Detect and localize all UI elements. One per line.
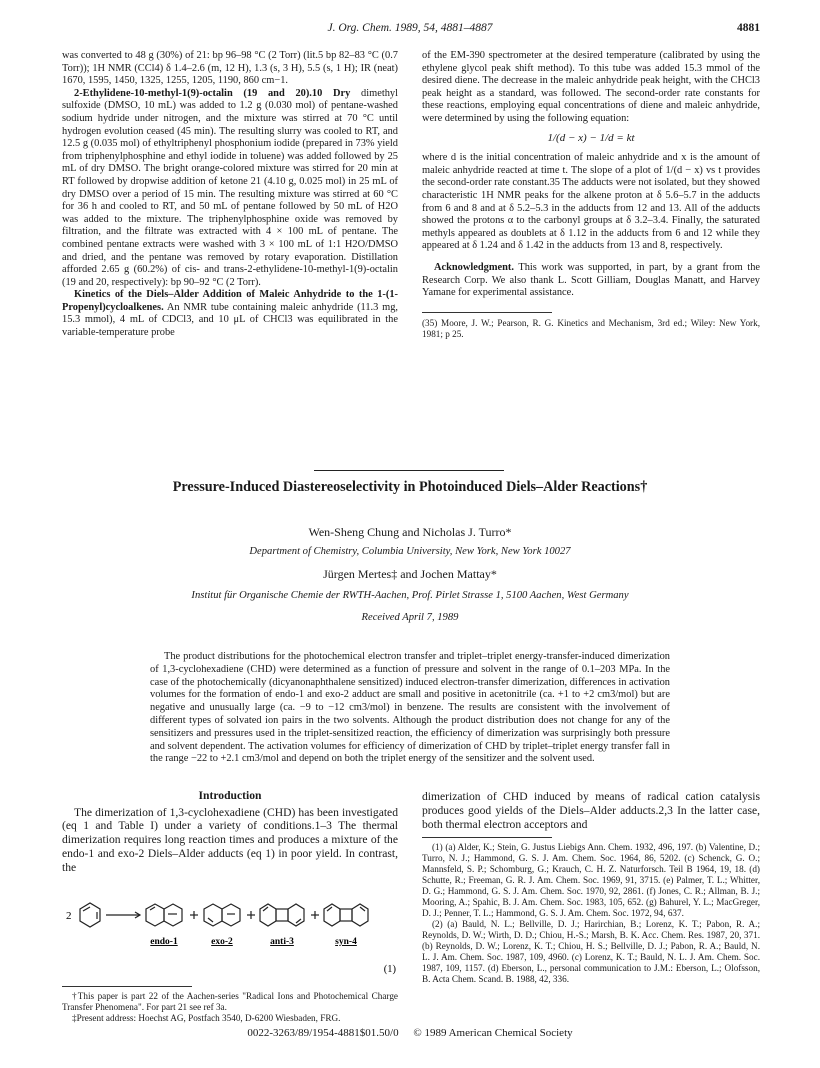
affiliation-2: Institut für Organische Chemie der RWTH-Aachen, Prof. Pirlet Strasse 1, 5100 Aachen, West Germany [191,590,629,601]
reaction-scheme [62,892,397,980]
abstract: The product distributions for the photochemical electron transfer and triplet–triplet energy-transfer-induced dimerization of 1,3-cyclohexadiene (CHD) were determined as a function of pressure and solvent in the range of 0.1–203 MPa. In the case of the photochemically (dicyanonaphthalene sensitized) induced electron-transfer dimerization, differences in activation volumes for the formation of endo-1 and exo-2 adduct are small and positive in acetonitrile (ca. +1 to +2 cm3/mol) but are negative and unusually large (ca. −9 to −12 cm3/mol) in benzene. The results are consistent with the involvement of different types of solvated ion pairs in the two solvents. Although the product distribution does not change for any of the sensitizers and pressures used in the triplet-sensitized reaction, the efficiency of dimerization was surprisingly both pressure and solvent dependent. The activation volumes for efficiency of dimerization of CHD by triplet–triplet energy transfer fall in the range −22 to +2.1 cm3/mol and depend on both the triplet energy of the sensitizer and the solvent used. [150,651,670,765]
prev-article-left-column [62,50,398,340]
label-anti-3: anti-3 [270,937,294,947]
footnote-rule [422,837,552,838]
footnote-rule [62,986,192,987]
label-endo-1: endo-1 [150,937,178,947]
equation-number: (1) [383,964,396,975]
authors-2: Jürgen Mertes‡ and Jochen Mattay* [323,567,497,581]
ack-text: This work was supported, in part, by a grant from the Research Corp. We also thank L. Scott Gilliam, Douglas Manatt, and Harvey Yamane for experimental assistance. [422,261,760,299]
acknowledgment [422,262,760,300]
reactant-coefficient: 2 [66,910,72,922]
intro-text-right [422,790,760,831]
cyclohexadiene-dimerization-icon [62,892,397,980]
footnote-dagger: †This paper is part 22 of the Aachen-series "Radical Ions and Photochemical Charge Transfer Phenomena". For part 21 see ref 3a. [62,991,398,1012]
authors-1: Wen-Sheng Chung and Nicholas J. Turro* [308,525,512,539]
page-footer [210,1027,610,1039]
section-heading: 2-Ethylidene-10-methyl-1(9)-octalin (19 and 20).10 Dry [74,87,351,99]
reference-2: (2) (a) Bauld, N. L.; Bellville, D. J.; Harirchian, B.; Lorenz, K. T.; Pabon, R. A.; Reynolds, D. W.; Wirth, D. D.; Chiou, H.-S.; Marsh, B. K. Acc. Chem. Res. 1987, 20, 371. (b) Reynolds, D. W.; Lorenz, K. T.; Chiou, H. S.; Bellville, D. J.; Pabon, R. A.; Bauld, N. L. J. Am. Chem. Soc. 1987, 109, 4960. (c) Lorenz, K. T.; Bauld, N. L. J. Am. Chem. Soc. 1987, 109, 1157. (d) Eberson, L., personal communication to J.M.: Eberson, L.; Olofsson, B. Acta Chem. Scand. B. 1988, 42, 336. [422,919,760,985]
affiliation-1: Department of Chemistry, Columbia University, New York, New York 10027 [249,546,571,557]
intro-left-column [62,790,398,875]
copyright: © 1989 American Chemical Society [413,1027,573,1039]
label-exo-2: exo-2 [211,937,233,947]
footnote-ddagger: ‡Present address: Hoechst AG, Postfach 3540, D-6200 Wiesbaden, FRG. [72,1013,341,1023]
paragraph-text: An NMR tube containing maleic anhydride (11.3 mg, 15.3 mmol), 4 mL of CDCl3, and 10 μL of CHCl3 was equilibrated in the variable-temperature probe [62,301,398,339]
received-date: Received April 7, 1989 [361,612,459,623]
paragraph [62,88,398,290]
paragraph [62,289,398,339]
paragraph: dimerization of CHD induced by means of radical cation catalysis produces good yields of the Diels–Alder adducts.2,3 In the latter case, both thermal electron acceptors and [422,790,760,831]
label-syn-4: syn-4 [335,937,357,947]
footnote-35: (35) Moore, J. W.; Pearson, R. G. Kinetics and Mechanism, 3rd ed.; Wiley: New York, 1981; p 25. [422,317,760,339]
ack-heading: Acknowledgment. [434,261,514,273]
running-header [60,22,760,38]
article-code: 0022-3263/89/1954-4881$01.50/0 [247,1027,399,1039]
title-footnotes [62,986,398,1024]
page-number: 4881 [737,22,760,34]
intro-right-column [422,790,760,985]
section-heading: Kinetics of the Diels–Alder Addition of Maleic Anhydride to the 1-(1-Propenyl)cycloalkenes. [62,289,398,313]
article-title: Pressure-Induced Diastereoselectivity in Photoinduced Diels–Alder Reactions† [172,479,648,495]
rate-equation: 1/(d − x) − 1/d = kt [547,131,635,144]
paragraph: The dimerization of 1,3-cyclohexadiene (CHD) has been investigated (eq 1 and Table I) under a variety of conditions.1–3 The thermal dimerization requires long reaction times and produces a mixture of the endo-1 and exo-2 Diels–Alder adducts (eq 1) in poor yield. In contrast, the [62,805,398,874]
paragraph: of the EM-390 spectrometer at the desired temperature (calibrated by using the ethylene glycol peak shift method). To this tube was added 15.3 mmol of the desired diene. The decrease in the maleic anhydride peak height, with the CHCl3 peak height as a standard, was followed. The second-order rate constants for these reactions, employing equal concentrations of diene and maleic anhydride, were determined by using the following equation: [422,50,760,124]
intro-heading: Introduction [198,789,262,802]
prev-article-right-column [422,50,760,340]
article-separator [314,470,504,471]
paragraph: where d is the initial concentration of maleic anhydride and x is the amount of maleic anhydride reacted at time t. The slope of a plot of 1/(d − x) vs t provides the second-order rate constant.35 The adducts were not isolated, but they showed characteristic 1H NMR peaks for the alkene proton at δ 5.6–5.7 in the adducts from 6 and 8 and at δ 5.2–5.3 in the adducts from 12 and 13. All of the adducts showed the protons α to the carbonyl groups at δ 3.2–3.4. Finally, the saturated methyls appeared as doublets at δ 1.12 in the adducts from 6 and 12 while they appeared at δ 1.24 and δ 1.42 in the adducts from 13 and 8, respectively. [422,152,760,252]
paragraph: was converted to 48 g (30%) of 21: bp 96–98 °C (2 Torr) (lit.5 bp 82–83 °C (0.7 Torr)); 1H NMR (CCl4) δ 1.4–2.6 (m, 12 H), 1.3 (s, 3 H), 5.5 (s, 1 H); IR (neat) 1670, 1595, 1450, 1325, 1255, 1205, 1190, 860 cm−1. [62,50,398,87]
footnote-rule [422,312,552,313]
reference-1: (1) (a) Alder, K.; Stein, G. Justus Liebigs Ann. Chem. 1932, 496, 197. (b) Valentine, D.; Turro, N. J.; Hammond, G. S. J. Am. Chem. Soc. 1964, 86, 5202. (c) Schenck, G. O.; Mannsfeld, S. P.; Schomburg, G.; Krauch, C. H. Z. Naturforsch. Teil B 1964, 19, 18. (d) Schutte, R.; Freeman, G. R. J. Am. Chem. Soc. 1969, 91, 3715. (e) Palmer, T. L.; Whitter, D. G.; Hammond, G. S. J. Am. Chem. Soc. 1970, 92, 2861. (f) Jones, C. R.; Allman, B. J.; Mooring, A.; Spahic, B. J. Am. Chem. Soc. 1983, 105, 652. (g) Bahurel, Y. L.; MacGreger, D. J.; Penner, T. L.; Hammond, G. S. J. Am. Chem. Soc. 1972, 94, 637. [422,842,760,919]
journal-citation: J. Org. Chem. 1989, 54, 4881–4887 [327,22,493,34]
paragraph-text: dimethyl sulfoxide (DMSO, 10 mL) was added to 1.2 g (0.030 mol) of pentane-washed sodium hydride under nitrogen, and the mixture was stirred at 70 °C until hydrogen evolution ceased (45 min). The resulting slurry was cooled to RT, and 12.5 g (0.035 mol) of ethyltriphenyl phosphonium iodide (prepared in 73% yield from triphenylphosphine and ethyl iodide in toluene) was added followed by 25 mL of dry DMSO. The bright orange-colored mixture was stirred for 20 min at RT followed by dropwise addition of ketone 21 (4.10 g, 0.025 mol) in 25 mL of dry DMSO over a period of 15 min. The resulting mixture was stirred at 60 °C for 36 h and cooled to RT, and 50 mL of pentane followed by 50 mL of H2O was added to the mixture. The triphenylphosphine oxide was removed by filtration, and the filtrate was extracted with 4 × 100 mL of pentane. The combined pentane extracts were washed with 3 × 100 mL of 1:1 H2O/DMSO and dried, and the pentane was removed by rotary evaporation. Distillation afforded 2.65 g (60.2%) of cis- and trans-2-ethylidene-10-methyl-1(9)-octalin (19 and 20, respectively): bp 90–92 °C (2 Torr). [62,87,398,288]
intro-text-left [62,806,398,875]
